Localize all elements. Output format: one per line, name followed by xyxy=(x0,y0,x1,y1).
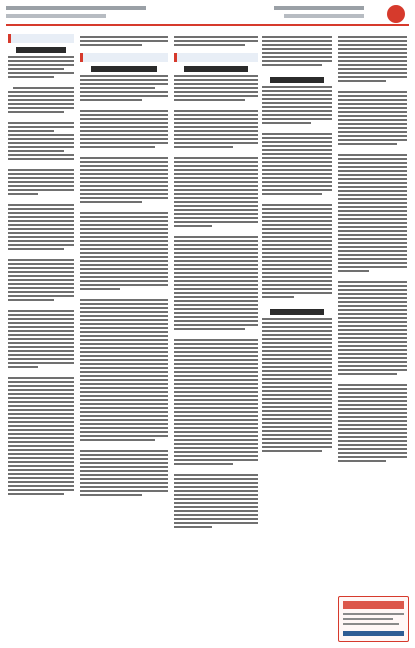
notice-title-block xyxy=(16,47,66,53)
column-4 xyxy=(262,34,332,604)
footer-ad-title xyxy=(343,601,404,609)
column-2-header xyxy=(80,53,168,62)
column-5 xyxy=(338,34,407,604)
footer-ad-url xyxy=(343,631,404,636)
notice-title-block xyxy=(270,77,323,83)
page-number-badge xyxy=(387,5,405,23)
notice-title-block xyxy=(270,309,323,315)
masthead xyxy=(6,4,409,26)
notice-title-block xyxy=(91,66,158,72)
masthead-left-line-1 xyxy=(6,6,146,10)
footer-ad-box xyxy=(338,596,409,642)
notice-title-block xyxy=(184,66,248,72)
column-3-header xyxy=(174,53,258,62)
column-2 xyxy=(80,34,168,604)
column-1 xyxy=(8,34,74,604)
masthead-left-line-2 xyxy=(6,14,106,18)
section-title xyxy=(351,7,383,25)
column-3 xyxy=(174,34,258,604)
column-1-header xyxy=(8,34,74,43)
